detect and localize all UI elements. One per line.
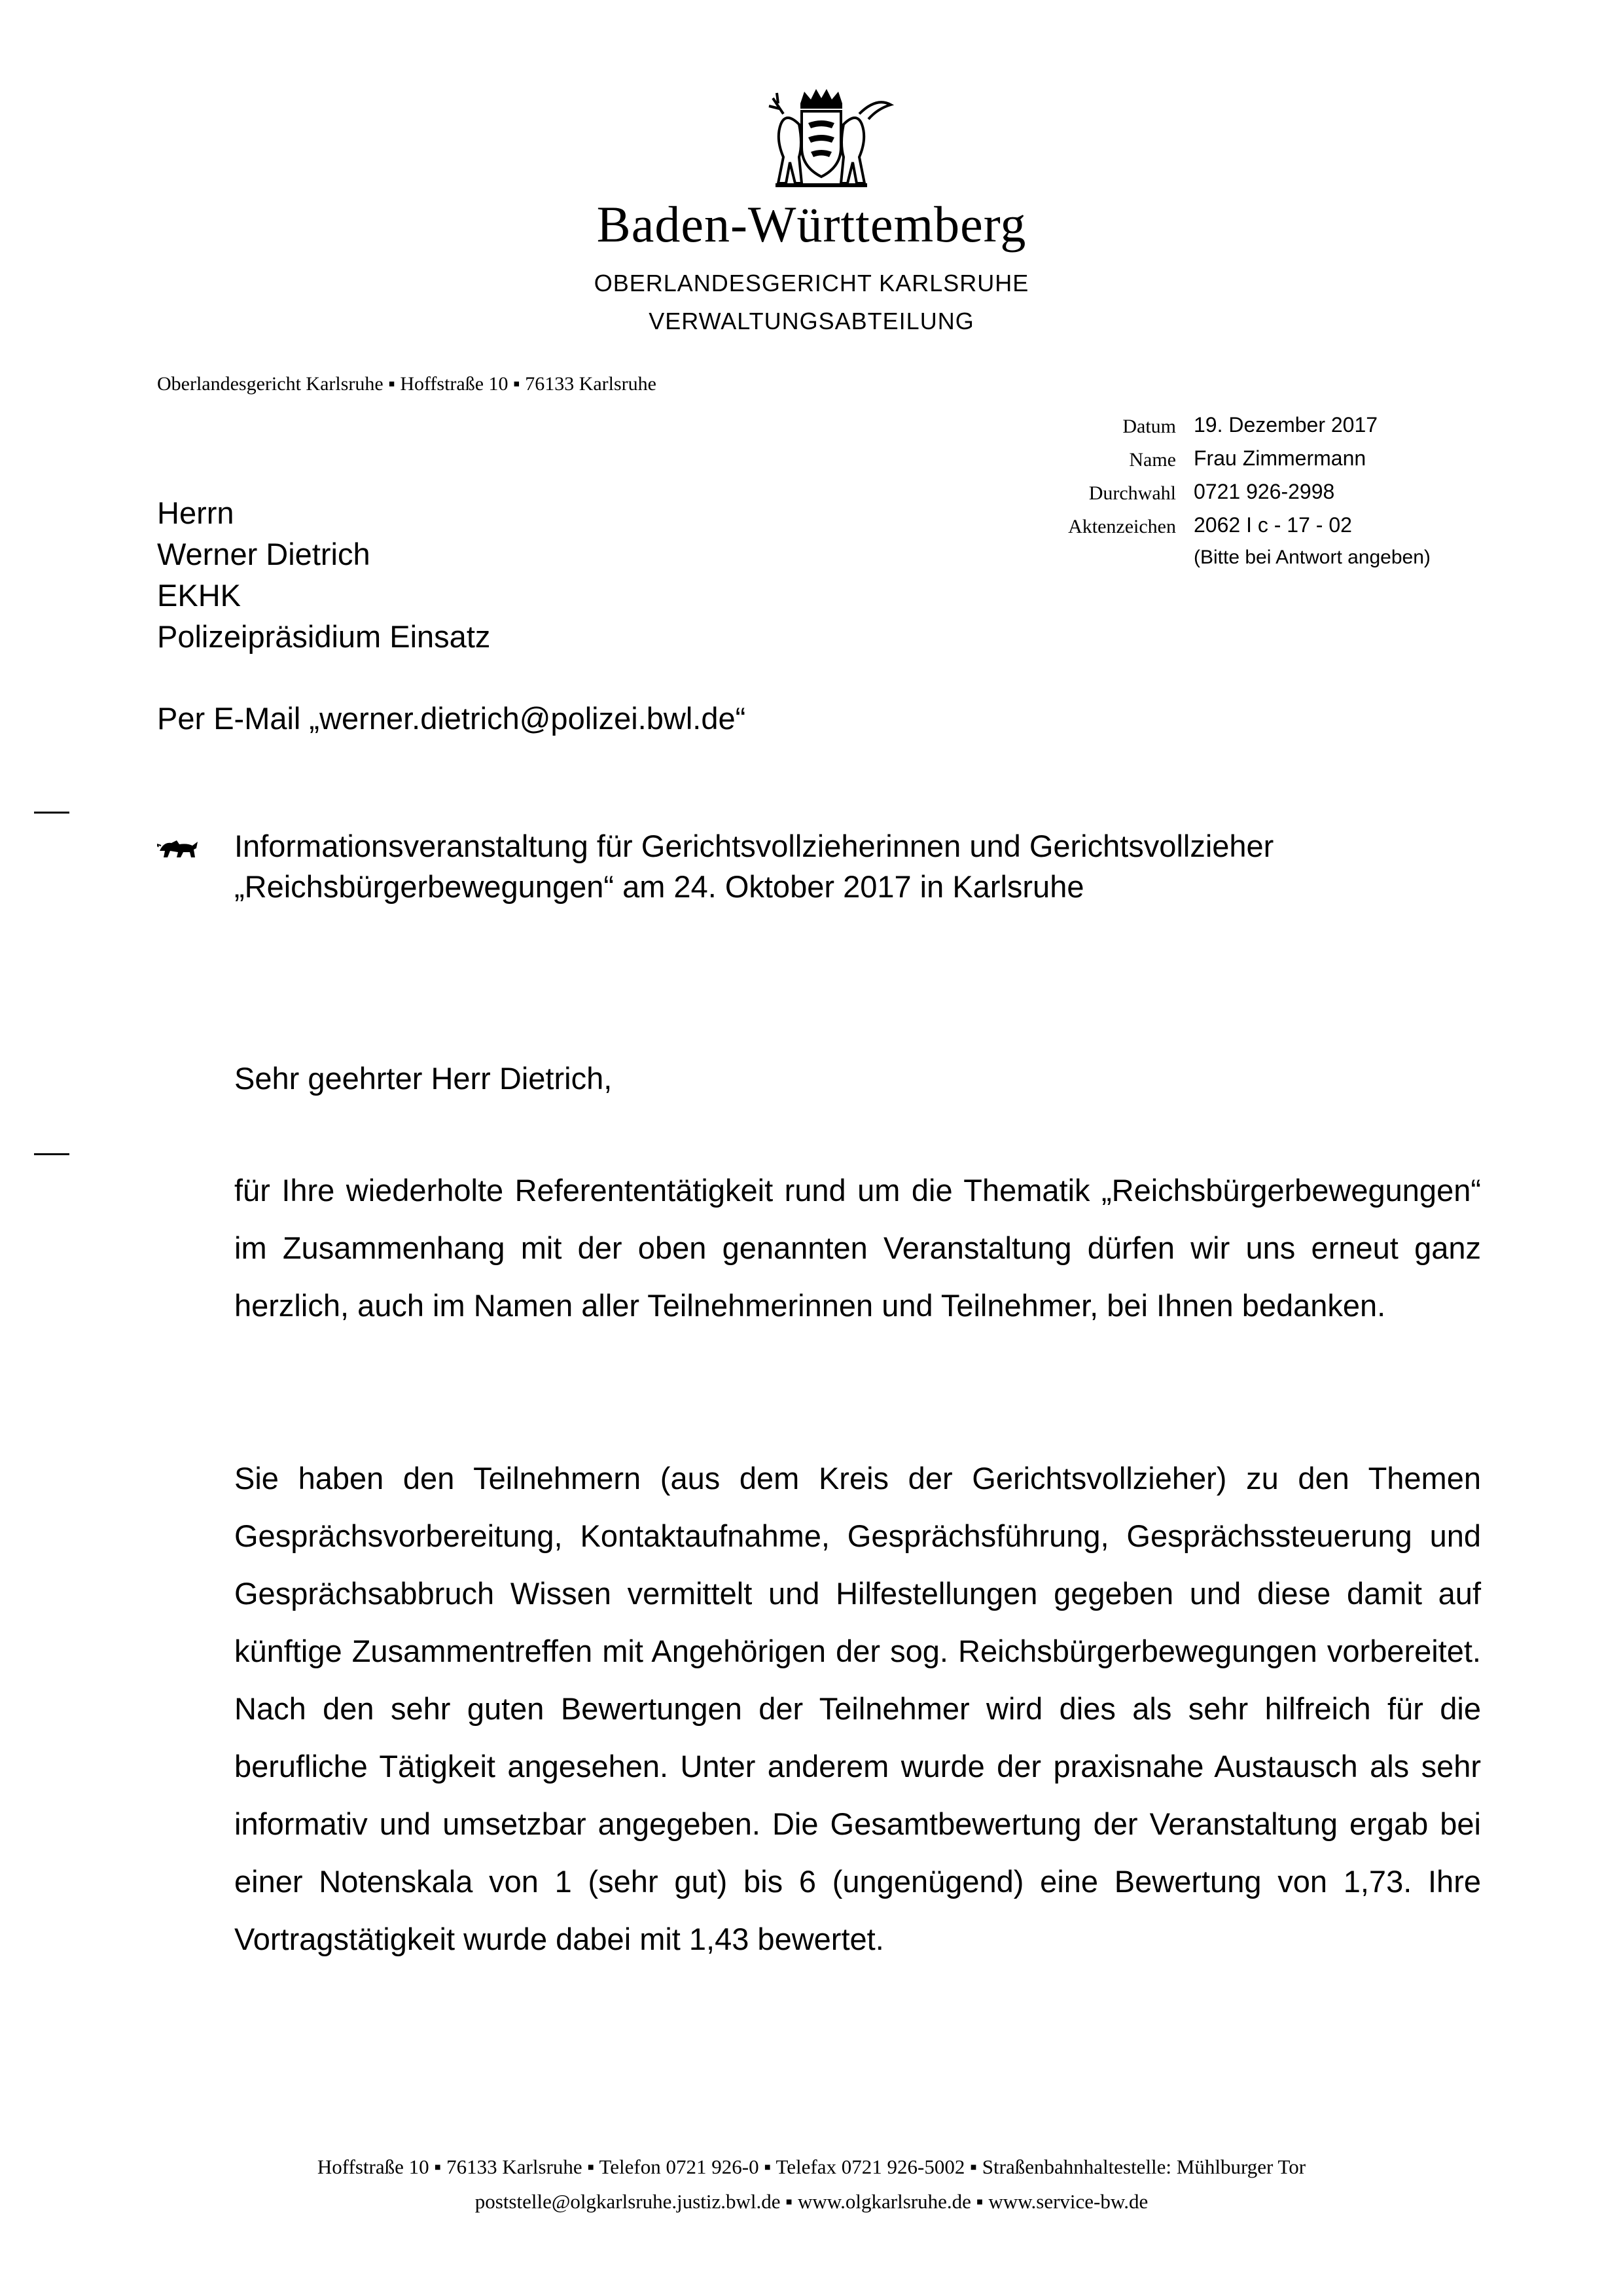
info-label: Durchwahl xyxy=(1088,482,1176,504)
info-value: Frau Zimmermann xyxy=(1194,446,1366,470)
recipient-rank: EKHK xyxy=(157,578,241,613)
recipient-address xyxy=(157,492,490,657)
recipient-name: Werner Dietrich xyxy=(157,537,370,571)
email-delivery-line: Per E-Mail „werner.dietrich@polizei.bwl.de“ xyxy=(157,701,746,736)
info-row-date xyxy=(1021,411,1544,444)
subject-line-1: Informationsveranstaltung für Gerichtsvollzieherinnen und Gerichtsvollzieher xyxy=(234,829,1274,863)
body-paragraph: Sie haben den Teilnehmern (aus dem Kreis der Gerichtsvollzieher) zu den Themen Gesprächsvorbereitung, Kontaktaufnahme, Gesprächsführung, Gesprächssteuerung und Gesprächsabbruch Wissen vermittelt und Hilfestellungen gegeben und diese damit auf künftige Zusammentreffen mit Angehörigen der sog. Reichsbürgerbewegungen vorbereitet. Nach den sehr guten Bewertungen der Teilnehmer wird dies als sehr hilfreich für die berufliche Tätigkeit angesehen. Unter anderem wurde der praxisnahe Austausch als sehr informativ und umsetzbar angegeben. Die Gesamtbewertung der Veranstaltung ergab bei einer Notenskala von 1 (sehr gut) bis 6 (ungenügend) eine Bewertung von 1,73. Ihre Vortragstätigkeit wurde dabei mit 1,43 bewertet. xyxy=(234,1461,1481,1956)
recipient-salutation: Herrn xyxy=(157,495,234,530)
coat-of-arms-icon xyxy=(723,85,919,190)
letter-info-block xyxy=(1021,411,1544,578)
info-row-extension xyxy=(1021,478,1544,511)
info-label: Aktenzeichen xyxy=(1068,516,1176,537)
fold-mark xyxy=(34,812,69,814)
info-value: 0721 926-2998 xyxy=(1194,480,1335,503)
footer-web-line: poststelle@olgkarlsruhe.justiz.bwl.de ▪ www.olgkarlsruhe.de ▪ www.service-bw.de xyxy=(474,2190,1149,2213)
info-row-note xyxy=(1021,545,1544,578)
info-label: Name xyxy=(1129,449,1176,471)
lion-icon xyxy=(157,836,200,860)
subject-line xyxy=(234,826,1274,907)
subject-line-2: „Reichsbürgerbewegungen“ am 24. Oktober 2017 in Karlsruhe xyxy=(234,869,1084,904)
department-name: VERWALTUNGSABTEILUNG xyxy=(649,308,974,334)
court-name: OBERLANDESGERICHT KARLSRUHE xyxy=(594,270,1029,296)
recipient-organization: Polizeipräsidium Einsatz xyxy=(157,619,491,654)
info-value: 19. Dezember 2017 xyxy=(1194,413,1378,437)
info-value: 2062 I c - 17 - 02 xyxy=(1194,513,1352,537)
body-paragraph: für Ihre wiederholte Referententätigkeit rund um die Thematik „Reichsbürgerbewegungen“ im Zusammenhang mit der oben genannten Veranstaltung dürfen wir uns erneut ganz herzlich, auch im Namen aller Teilnehmerinnen und Teilnehmer, bei Ihnen bedanken. xyxy=(234,1173,1481,1323)
info-label: Datum xyxy=(1122,416,1176,437)
info-row-name xyxy=(1021,444,1544,478)
file-number-note: (Bitte bei Antwort angeben) xyxy=(1194,547,1431,568)
info-row-file-number xyxy=(1021,511,1544,545)
footer-address-line: Hoffstraße 10 ▪ 76133 Karlsruhe ▪ Telefon 0721 926-0 ▪ Telefax 0721 926-5002 ▪ Straßenbahnhaltestelle: Mühlburger Tor xyxy=(317,2155,1306,2178)
state-name: Baden-Württemberg xyxy=(596,196,1027,253)
fold-mark xyxy=(34,1153,69,1155)
letter-salutation: Sehr geehrter Herr Dietrich, xyxy=(234,1061,613,1096)
sender-address-line: Oberlandesgericht Karlsruhe ▪ Hoffstraße 10 ▪ 76133 Karlsruhe xyxy=(157,373,656,395)
